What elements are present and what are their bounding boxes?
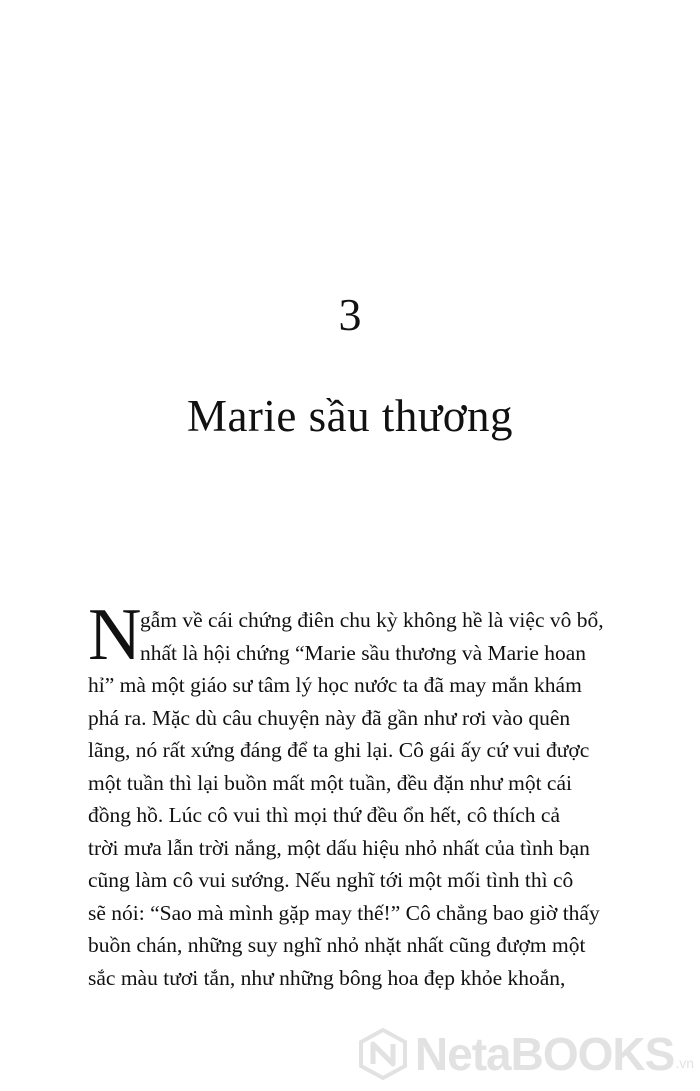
text-line: hỉ” mà một giáo sư tâm lý học nước ta đã may mắn khám xyxy=(88,673,582,697)
text-line: đồng hồ. Lúc cô vui thì mọi thứ đều ổn hết, cô thích cả xyxy=(88,803,561,827)
chapter-number: 3 xyxy=(338,289,362,340)
text-line: một tuần thì lại buồn mất một tuần, đều đặn như một cái xyxy=(88,770,572,795)
watermark-tld: .vn xyxy=(675,1055,694,1071)
netabooks-logo-icon xyxy=(357,1028,409,1080)
text-line: phá ra. Mặc dù câu chuyện này đã gần như rơi vào quên xyxy=(88,705,571,730)
text-line: lãng, nó rất xứng đáng để ta ghi lại. Cô gái ấy cứ vui được xyxy=(88,738,590,762)
text-line: sẽ nói: “Sao mà mình gặp may thế!” Cô chẳng bao giờ thấy xyxy=(88,900,600,925)
chapter-body xyxy=(88,594,680,994)
watermark-brand: NetaBOOKS xyxy=(414,1028,675,1080)
text-line: cũng làm cô vui sướng. Nếu nghĩ tới một mối tình thì cô xyxy=(88,868,574,892)
text-line: trời mưa lẫn trời nắng, một dấu hiệu nhỏ nhất của tình bạn xyxy=(88,835,590,860)
text-line: sắc màu tươi tắn, như những bông hoa đẹp khỏe khoắn, xyxy=(88,965,566,990)
watermark xyxy=(357,1027,694,1081)
text-line: nhất là hội chứng “Marie sầu thương và Marie hoan xyxy=(140,640,587,665)
text-line: buồn chán, những suy nghĩ nhỏ nhặt nhất cũng đượm một xyxy=(88,933,586,957)
drop-cap-letter: N xyxy=(88,594,142,676)
chapter-title: Marie sầu thương xyxy=(186,391,514,441)
drop-cap-block xyxy=(88,594,680,676)
text-line: gẫm về cái chứng điên chu kỳ không hề là việc vô bổ, xyxy=(140,608,604,632)
